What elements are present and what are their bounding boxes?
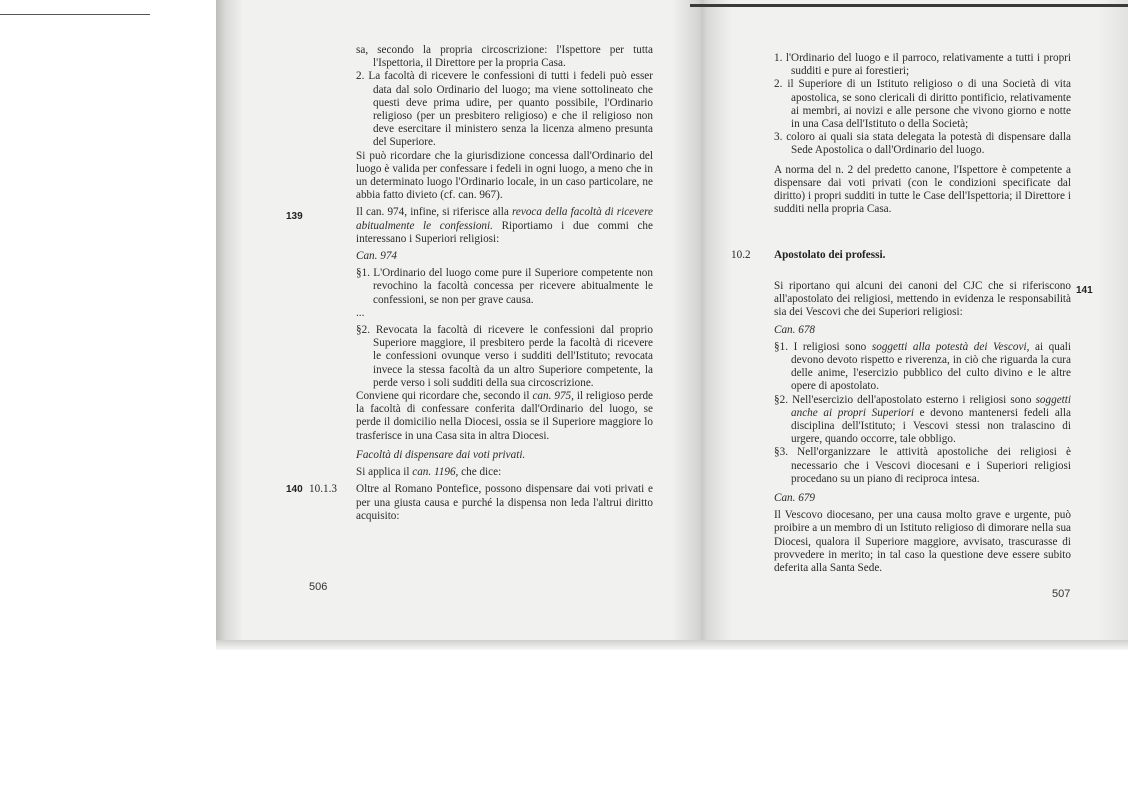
list-item: §1. L'Ordinario del luogo come pure il Superiore competente non revochino la facoltà concessa per ricevere abitualmente le confessioni, se non per grave causa. (356, 267, 653, 306)
section-heading: Apostolato dei professi. (774, 249, 886, 261)
text-span: Il can. 974, infine, si riferisce alla (356, 206, 512, 219)
section-number-10-2: 10.2 (731, 249, 751, 261)
right-page-text-top (774, 52, 1071, 220)
paragraph: ... (356, 306, 365, 319)
paragraph: Si riportano qui alcuni dei canoni del CJC che si riferiscono all'apostolato dei religiosi, mettendo in evidenza le responsabilità sia dei Vescovi che dei Superiori religiosi: (774, 280, 1071, 319)
list-item: §2. Revocata la facoltà di ricevere le confessioni dal proprio Superiore maggiore, il presbitero perde la facoltà di ricevere le confessioni ovunque verso i sudditi dell'Istituto; revocata invece la stessa facoltà da un altro Superiore competente, la perde verso i soli sudditi della sua circoscrizione. (356, 324, 653, 389)
list-item: §3. Nell'organizzare le attività apostoliche dei religiosi è necessario che i Vescovi diocesani e i Superiori religiosi procedano su un piano di reciproca intesa. (774, 446, 1071, 485)
italic-text: can. 975, (532, 390, 574, 403)
page-number-right: 507 (1052, 588, 1071, 600)
margin-ref-140: 140 (286, 484, 303, 495)
paragraph: A norma del n. 2 del predetto canone, l'Ispettore è competente a dispensare dai voti privati (con le condizioni specificate dal diritto) i propri sudditi in tutte le Case dell'Ispettoria; il Direttore i sudditi nella propria Casa. (774, 163, 1071, 216)
right-page-text-bottom (774, 280, 1071, 579)
book-bottom-edge (216, 640, 1128, 650)
list-item (774, 341, 1071, 394)
text-span: Conviene qui ricordare che, secondo il (356, 390, 533, 403)
paragraph: Facoltà di dispensare dai voti privati. (356, 448, 526, 461)
book-gutter (672, 0, 732, 640)
paragraph (356, 466, 653, 479)
list-item: sa, secondo la propria circoscrizione: l'Ispettore per tutta l'Ispettoria, il Direttore per la propria Casa. (356, 44, 653, 70)
section-number-10-1-3: 10.1.3 (309, 483, 337, 495)
paragraph: Si può ricordare che la giurisdizione concessa dall'Ordinario del luogo è valida per confessare i fedeli in ogni luogo, a meno che in un determinato luogo l'Ordinario locale, in un caso particolare, ne abbia fatto divieto (cf. can. 967). (356, 149, 653, 202)
book-top-edge (690, 4, 1128, 7)
margin-ref-141: 141 (1076, 285, 1093, 296)
scan-edge-line (0, 14, 150, 15)
left-page-text (356, 44, 653, 527)
text-span: Si applica il (356, 466, 413, 479)
text-span: §2. Nell'esercizio dell'apostolato esterno i religiosi sono (774, 393, 1036, 406)
list-item: 2. il Superiore di un Istituto religioso o di una Società di vita apostolica, se sono clericali di diritto pontificio, relativamente ai membri, ai novizi e alle persone che vivono giorno e notte in una Casa dell'Istituto o della Società; (774, 78, 1071, 131)
paragraph: Il Vescovo diocesano, per una causa molto grave e urgente, può proibire a un membro di un Istituto religioso di dimorare nella sua Diocesi, qualora il Superiore maggiore, avvisato, trascurasse di provvedere in merito; in tal caso la questione deve essere subito deferita alla Santa Sede. (774, 509, 1071, 575)
paragraph (356, 206, 653, 246)
text-span: il religioso perde la facoltà di confessare conferita dall'Ordinario del luogo, se perde il domicilio nella Diocesi, ossia se il Superiore maggiore lo trasferisce in una Casa sita in altra Diocesi. (356, 390, 653, 442)
book-left-edge-shadow (216, 0, 242, 640)
list-item: 3. coloro ai quali sia stata delegata la potestà di dispensare dalla Sede Apostolica o dall'Ordinario del luogo. (774, 131, 1071, 157)
paragraph: Can. 678 (774, 323, 816, 336)
list-item (774, 394, 1071, 447)
margin-ref-139: 139 (286, 211, 303, 222)
italic-text: soggetti anche ai propri Superiori (791, 393, 1071, 419)
paragraph: Can. 974 (356, 250, 398, 263)
list-item: 2. La facoltà di ricevere le confessioni di tutti i fedeli può esser data dal solo Ordinario del luogo; ma viene sottolineato che questi deve prima udire, per quanto possibile, l'Ordinario religioso (per un presbitero religioso) e che il religioso non deve esercitare il ministero senza la licenza almeno presunta del Superiore. (356, 70, 653, 149)
page-number-left: 506 (309, 581, 328, 593)
text-span: ai quali devono devoto rispetto e riverenza, in ciò che riguarda la cura delle anime, l'esercizio pubblico del culto divino e le altre opere di apostolato. (791, 340, 1072, 393)
paragraph (356, 390, 653, 443)
text-span: e devono mantenersi fedeli alla disciplina dell'Istituto; i Vescovi stessi non tralascino di urgere, quando occorre, tale obbligo. (791, 406, 1071, 446)
italic-text: soggetti alla potestà dei Vescovi, (871, 340, 1030, 353)
paragraph: Oltre al Romano Pontefice, possono dispensare dai voti privati e per una giusta causa e purché la dispensa non leda l'altrui diritto acquisito: (356, 483, 653, 522)
text-span: Riportiamo i due commi che interessano i Superiori religiosi: (356, 219, 653, 245)
book-right-edge (1098, 0, 1128, 640)
text-span: §1. I religiosi sono (774, 340, 872, 353)
text-span: che dice: (458, 466, 502, 479)
list-item: 1. l'Ordinario del luogo e il parroco, relativamente a tutti i propri sudditi e pure ai forestieri; (774, 52, 1071, 78)
italic-text: revoca della facoltà di ricevere abitualmente le confessioni. (356, 206, 653, 232)
paragraph: Can. 679 (774, 492, 816, 505)
italic-text: can. 1196, (412, 466, 459, 479)
